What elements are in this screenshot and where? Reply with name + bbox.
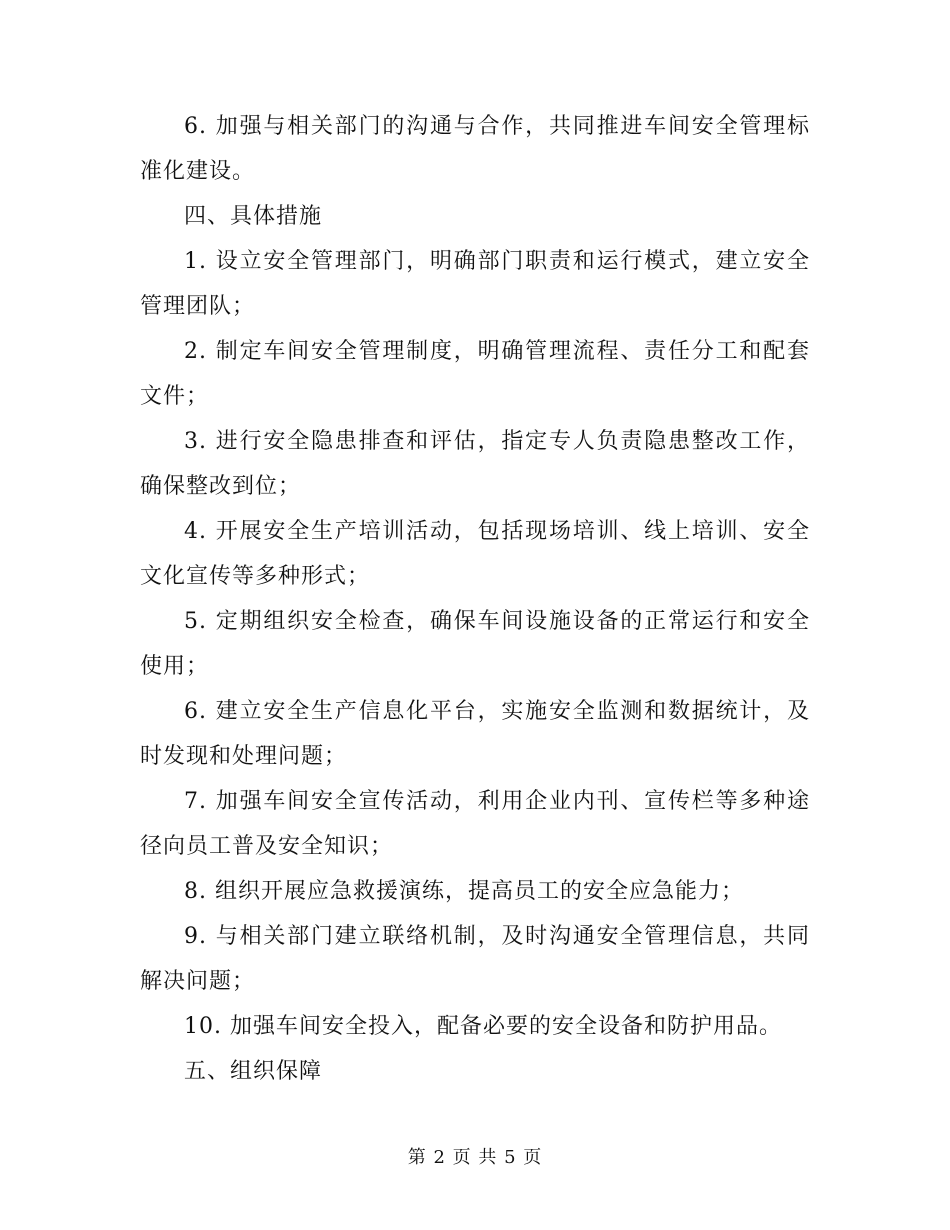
page-number-footer: 第 2 页 共 5 页 [407, 1147, 543, 1168]
list-item-7: 7. 加强车间安全宣传活动，利用企业内刊、宣传栏等多种途径向员工普及安全知识； [140, 789, 810, 859]
list-item-5: 5. 定期组织安全检查，确保车间设施设备的正常运行和安全使用； [140, 609, 810, 679]
list-item-3: 3. 进行安全隐患排查和评估，指定专人负责隐患整改工作，确保整改到位； [140, 429, 810, 499]
list-item-2: 2. 制定车间安全管理制度，明确管理流程、责任分工和配套文件； [140, 339, 810, 409]
section-heading-specific-measures: 四、具体措施 [184, 204, 323, 229]
paragraph-item-6-cooperation: 6. 加强与相关部门的沟通与合作，共同推进车间安全管理标准化建设。 [140, 114, 810, 184]
document-body [140, 104, 810, 1094]
list-item-1: 1. 设立安全管理部门，明确部门职责和运行模式，建立安全管理团队； [140, 249, 810, 319]
list-item-9: 9. 与相关部门建立联络机制，及时沟通安全管理信息，共同解决问题； [140, 924, 810, 994]
list-item-6: 6. 建立安全生产信息化平台，实施安全监测和数据统计，及时发现和处理问题； [140, 699, 810, 769]
section-heading-organizational-guarantee: 五、组织保障 [184, 1059, 323, 1084]
list-item-8: 8. 组织开展应急救援演练，提高员工的安全应急能力； [184, 879, 744, 904]
list-item-10: 10. 加强车间安全投入，配备必要的安全设备和防护用品。 [184, 1014, 782, 1039]
list-item-4: 4. 开展安全生产培训活动，包括现场培训、线上培训、安全文化宣传等多种形式； [140, 519, 810, 589]
